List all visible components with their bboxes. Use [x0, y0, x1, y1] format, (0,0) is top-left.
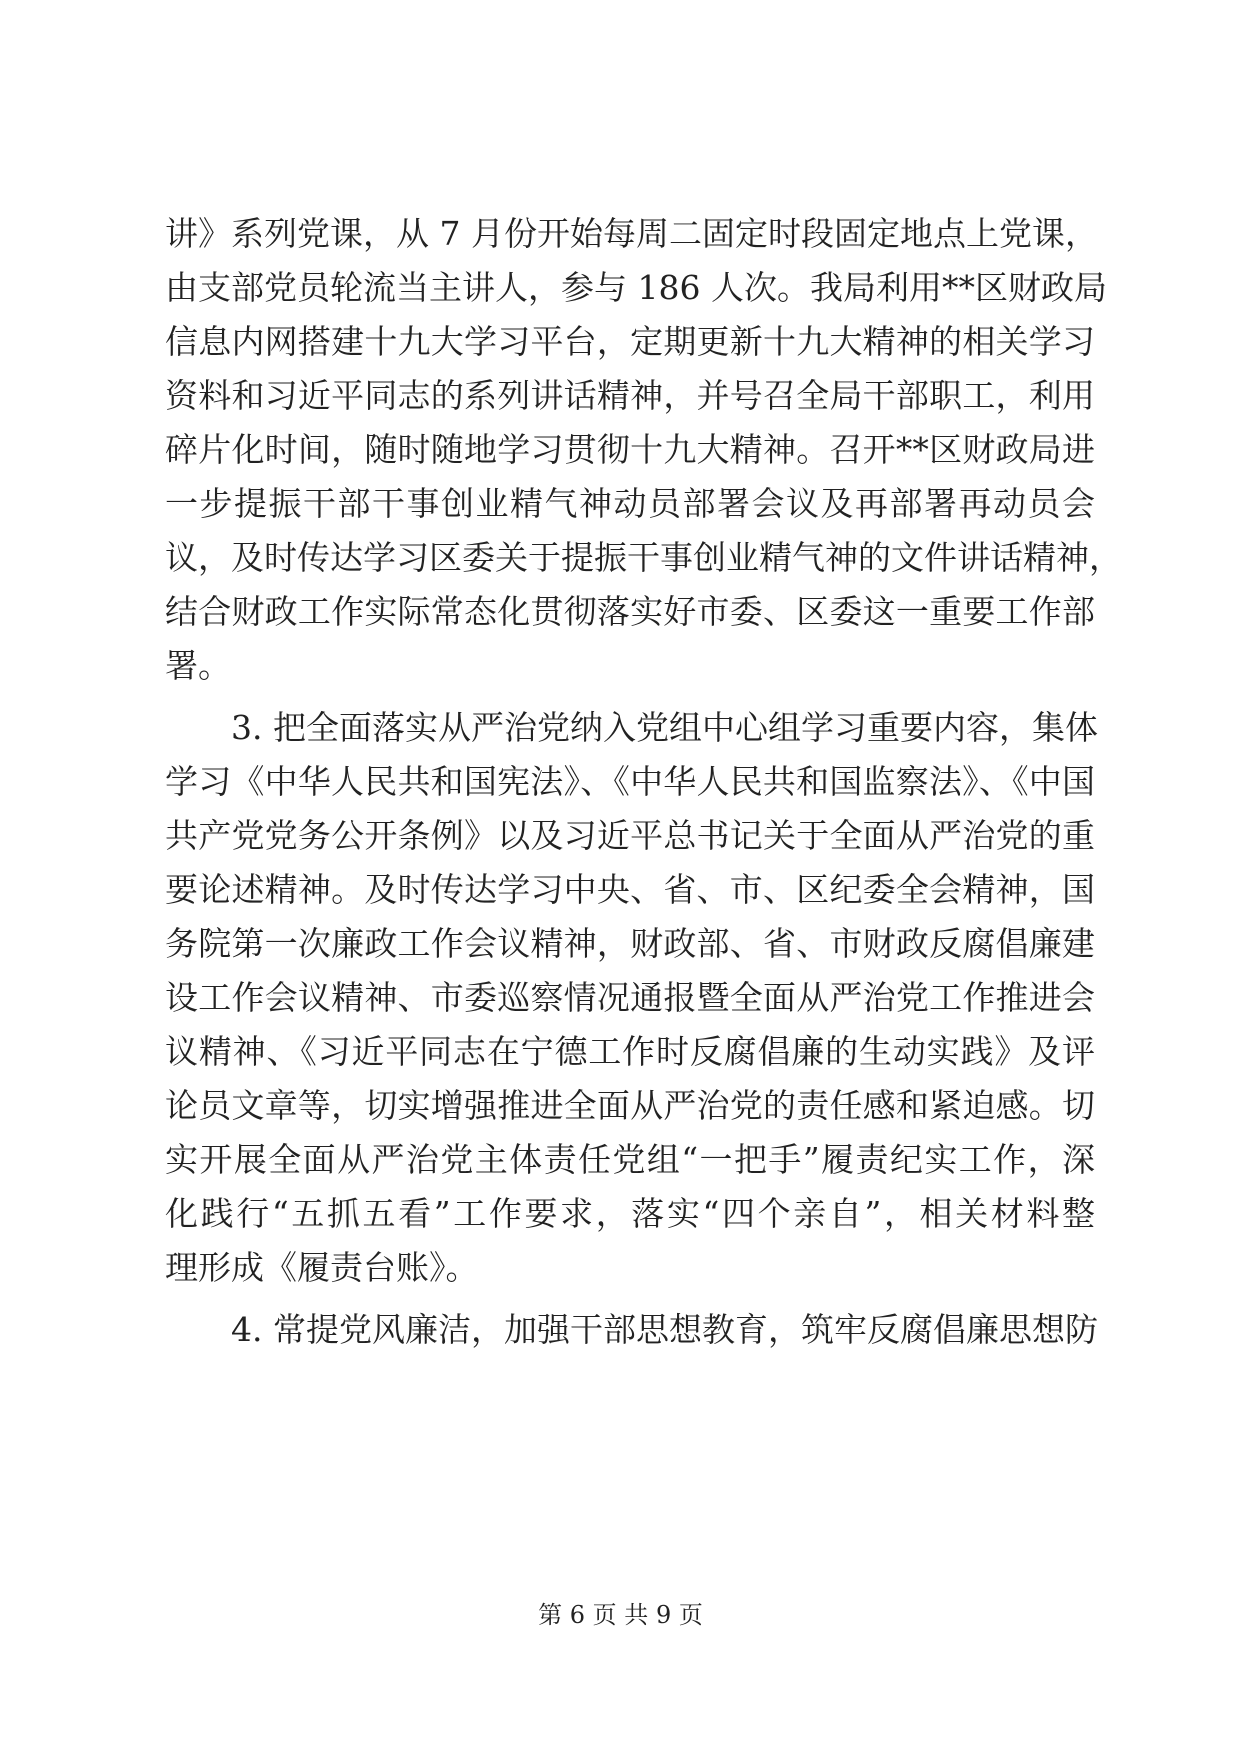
- paragraph-line: 一步提振干部干事创业精气神动员部署会议及再部署再动员会: [165, 484, 1095, 523]
- paragraph-line: 设工作会议精神、市委巡察情况通报暨全面从严治党工作推进会: [165, 978, 1095, 1017]
- paragraph-line: 化践行“五抓五看”工作要求，落实“四个亲自”，相关材料整: [165, 1194, 1095, 1233]
- paragraph-line: 由支部党员轮流当主讲人，参与 186 人次。我局利用**区财政局: [165, 268, 1107, 307]
- paragraph-line: 理形成《履责台账》。: [165, 1248, 479, 1287]
- paragraph-line: 论员文章等，切实增强推进全面从严治党的责任感和紧迫感。切: [165, 1086, 1095, 1125]
- paragraph-line: 议，及时传达学习区委关于提振干事创业精气神的文件讲话精神，: [165, 538, 1122, 577]
- paragraph-line: 讲》系列党课，从 7 月份开始每周二固定时段固定地点上党课，: [165, 214, 1098, 253]
- paragraph-line: 3. 把全面落实从严治党纳入党组中心组学习重要内容，集体: [231, 708, 1098, 747]
- paragraph-line: 4. 常提党风廉洁，加强干部思想教育，筑牢反腐倡廉思想防: [231, 1310, 1098, 1349]
- paragraph-line: 共产党党务公开条例》以及习近平总书记关于全面从严治党的重: [165, 816, 1095, 855]
- paragraph-line: 务院第一次廉政工作会议精神，财政部、省、市财政反腐倡廉建: [165, 924, 1095, 963]
- paragraph-line: 资料和习近平同志的系列讲话精神，并号召全局干部职工，利用: [165, 376, 1095, 415]
- paragraph-line: 信息内网搭建十九大学习平台，定期更新十九大精神的相关学习: [165, 322, 1095, 361]
- paragraph-line: 要论述精神。及时传达学习中央、省、市、区纪委全会精神，国: [165, 870, 1095, 909]
- paragraph-line: 署。: [165, 646, 231, 685]
- paragraph-line: 议精神、《习近平同志在宁德工作时反腐倡廉的生动实践》及评: [165, 1032, 1095, 1071]
- paragraph-line: 实开展全面从严治党主体责任党组“一把手”履责纪实工作，深: [165, 1140, 1095, 1179]
- paragraph-line: 学习《中华人民共和国宪法》、《中华人民共和国监察法》、《中国: [165, 762, 1095, 801]
- paragraph-line: 结合财政工作实际常态化贯彻落实好市委、区委这一重要工作部: [165, 592, 1095, 631]
- paragraph-line: 碎片化时间，随时随地学习贯彻十九大精神。召开**区财政局进: [165, 430, 1095, 469]
- page-number-footer: 第 6 页 共 9 页: [538, 1601, 703, 1629]
